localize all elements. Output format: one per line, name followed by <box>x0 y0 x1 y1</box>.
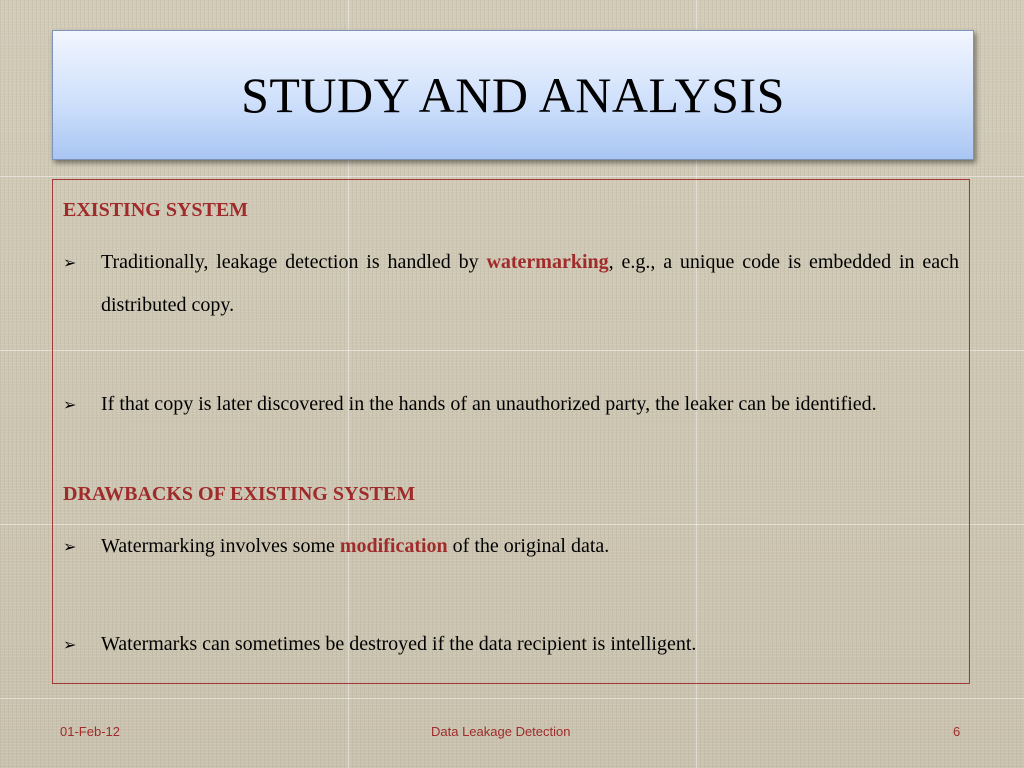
bullet-text: Traditionally, leakage detection is handled by watermarking, e.g., a unique code is embedded in each distributed copy. <box>101 251 959 316</box>
footer-date: 01-Feb-12 <box>60 724 120 739</box>
bullet-item <box>63 525 959 568</box>
bullet-item <box>63 241 959 327</box>
section-heading-existing-system: EXISTING SYSTEM <box>63 199 249 221</box>
bullet-item <box>63 383 959 426</box>
bullet-text: If that copy is later discovered in the hands of an unauthorized party, the leaker can be identified. <box>101 393 877 415</box>
slide-title: STUDY AND ANALYSIS <box>241 67 785 123</box>
page-number: 6 <box>953 724 961 739</box>
arrow-bullet-icon: ➢ <box>63 537 77 556</box>
content-box <box>52 179 970 684</box>
bullet-item <box>63 623 959 666</box>
arrow-bullet-icon: ➢ <box>63 253 77 272</box>
arrow-bullet-icon: ➢ <box>63 635 77 654</box>
background-grid-line <box>0 698 1024 699</box>
footer-title: Data Leakage Detection <box>431 724 571 739</box>
bullet-text: Watermarks can sometimes be destroyed if the data recipient is intelligent. <box>101 633 697 655</box>
background-grid-line <box>0 176 1024 177</box>
slide-title-box <box>52 30 974 160</box>
bullet-text: Watermarking involves some modification of the original data. <box>101 535 610 557</box>
arrow-bullet-icon: ➢ <box>63 395 77 414</box>
highlight-term: watermarking <box>486 251 609 273</box>
section-heading-drawbacks: DRAWBACKS OF EXISTING SYSTEM <box>63 483 416 505</box>
highlight-term: modification <box>339 535 448 557</box>
